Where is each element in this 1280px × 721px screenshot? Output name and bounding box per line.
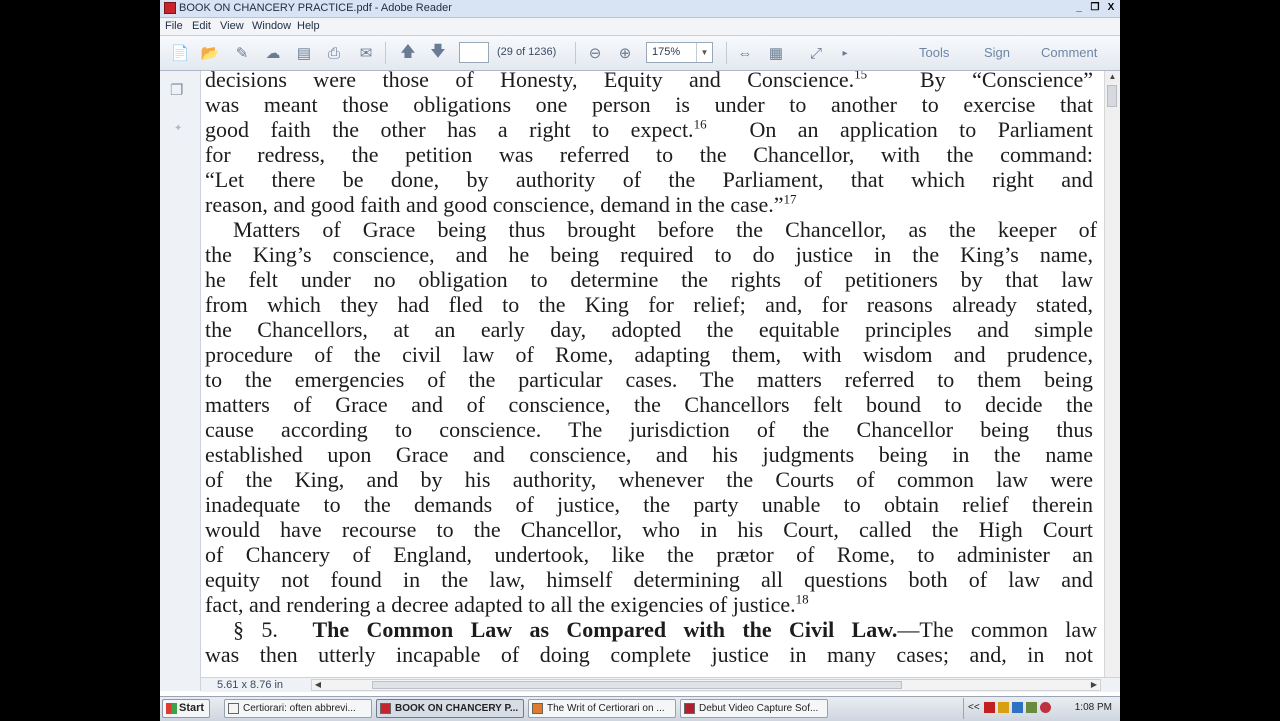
taskbar-item-chancery[interactable]: BOOK ON CHANCERY P...	[376, 699, 524, 718]
sign-link[interactable]: Sign	[984, 45, 1011, 60]
print-icon[interactable]: ⎙	[327, 44, 340, 62]
adobe-reader-window	[160, 0, 1120, 720]
fullscreen-icon[interactable]: ⤢	[809, 44, 822, 62]
tray-expand-icon[interactable]: <<	[968, 702, 980, 713]
tray-app-icon[interactable]	[984, 702, 995, 713]
more-tools-icon[interactable]: ▸	[842, 47, 848, 59]
taskbar	[160, 696, 1120, 721]
menu-file[interactable]: File	[165, 20, 183, 32]
zoom-select[interactable]	[646, 42, 713, 63]
tray-antivirus-icon[interactable]	[1040, 702, 1051, 713]
menu-bar	[160, 18, 1120, 36]
start-button[interactable]: Start	[162, 699, 210, 718]
tray-shield-icon[interactable]	[998, 702, 1009, 713]
page-number-input[interactable]	[459, 42, 489, 63]
scroll-right-icon[interactable]: ▶	[1090, 680, 1098, 689]
pdf-app-icon	[164, 2, 176, 14]
system-tray	[963, 698, 1120, 719]
browser-icon	[532, 703, 543, 714]
page-size: 5.61 x 8.76 in	[217, 679, 284, 691]
windows-logo-icon	[166, 703, 177, 714]
tray-network-icon[interactable]	[1012, 702, 1023, 713]
document-view[interactable]	[201, 71, 1105, 677]
horizontal-scroll-thumb[interactable]	[372, 681, 902, 689]
edit-icon[interactable]: ✎	[235, 45, 249, 62]
tray-volume-icon[interactable]	[1026, 702, 1037, 713]
vertical-scrollbar[interactable]	[1104, 71, 1120, 677]
zoom-out-icon[interactable]: ⊖	[588, 45, 602, 62]
taskbar-item-certiorari[interactable]: Certiorari: often abbrevi...	[224, 699, 372, 718]
cloud-icon[interactable]: ☁	[265, 45, 281, 62]
title-bar	[160, 0, 1120, 18]
menu-help[interactable]: Help	[297, 20, 320, 32]
taskbar-item-writ[interactable]: The Writ of Certiorari on ...	[528, 699, 676, 718]
zoom-in-icon[interactable]: ⊕	[618, 45, 632, 62]
document-icon	[228, 703, 239, 714]
window-title: BOOK ON CHANCERY PRACTICE.pdf - Adobe Reader	[179, 2, 452, 14]
status-bar	[201, 677, 1120, 692]
document-icon[interactable]: ▤	[296, 45, 312, 62]
open-icon[interactable]: 📂	[200, 45, 220, 62]
fit-width-icon[interactable]: ⇔	[737, 44, 753, 62]
comment-link[interactable]: Comment	[1041, 45, 1098, 60]
chevron-down-icon[interactable]: ▼	[696, 43, 712, 62]
close-button[interactable]: X	[1107, 2, 1115, 13]
previous-page-icon[interactable]: 🡅	[400, 42, 416, 60]
menu-view[interactable]: View	[220, 20, 244, 32]
toolbar	[160, 36, 1120, 71]
fit-page-icon[interactable]: ▦	[768, 45, 784, 62]
scroll-up-icon[interactable]: ▲	[1108, 72, 1117, 81]
scroll-left-icon[interactable]: ◀	[314, 680, 322, 689]
zoom-value: 175%	[652, 46, 681, 58]
page-count: (29 of 1236)	[497, 46, 557, 58]
create-pdf-icon[interactable]: 📄	[170, 45, 190, 62]
horizontal-scrollbar[interactable]	[311, 679, 1101, 691]
attachment-icon[interactable]: ✦	[174, 123, 183, 134]
taskbar-item-debut[interactable]: Debut Video Capture Sof...	[680, 699, 828, 718]
page-text: decisions were those of Honesty, Equity and Conscience.$^{15}$ By “Conscience” was meant those obligations one person is under to another to exercise that good faith the other has a right to expect.$^{16}$ On an application to Parliament for redress, the petition was referred to the Chancellor, with the command: “Let there be done, by authority of the Parliament, that which right and reason, and good faith and good conscience, demand in the case.”$^{17}$ Matters of Grace being thus brought before the Chancellor, as the keeper of the King’s conscience, and he being required to do justice in the King’s name, he felt under no obligation to determine the rights of petitioners by that law from which they had fled to the King for relief; and, for reasons already stated, the Chancellors, at an early day, adopted the equitable principles and simple procedure of the civil law of Rome, adapting them, with wisdom and prudence, to the emergencies of the particular cases. The matters referred to them being matters of Grace and of conscience, the Chancellors felt bound to decide the cause according to conscience. The jurisdiction of the Chancellor being thus established upon Grace and conscience, and his judgments being in the name of the King, and by his authority, whenever the Courts of common law were inadequate to the demands of justice, the party unable to obtain relief therein would have recourse to the Chancellor, who in his Court, called the High Court of Chancery of England, undertook, like the prætor of Rome, to administer an equity not found in the law, himself determining all questions both of law and fact, and rendering a decree adapted to all the exigencies of justice.$^{18}$ § 5. The Common Law as Compared with the Civil Law.—The common law was then utterly incapable of doing complete justice in many cases; and, in not	[201, 71, 1101, 667]
scroll-thumb[interactable]	[1107, 85, 1117, 107]
navigation-pane	[160, 71, 201, 691]
email-icon[interactable]: ✉	[359, 45, 373, 62]
section-heading: § 5. The Common Law as Compared with the Civil Law.—The common law	[233, 617, 1098, 642]
menu-window[interactable]: Window	[252, 20, 292, 32]
menu-edit[interactable]: Edit	[192, 20, 211, 32]
tools-link[interactable]: Tools	[919, 45, 950, 60]
video-capture-icon	[684, 703, 695, 714]
next-page-icon[interactable]: 🡇	[430, 42, 446, 60]
minimize-button[interactable]: _	[1076, 2, 1082, 13]
clock: 1:08 PM	[1074, 702, 1112, 713]
page-thumbnails-icon[interactable]: ❐	[170, 82, 184, 99]
restore-button[interactable]: ❐	[1090, 2, 1100, 13]
pdf-icon	[380, 703, 391, 714]
